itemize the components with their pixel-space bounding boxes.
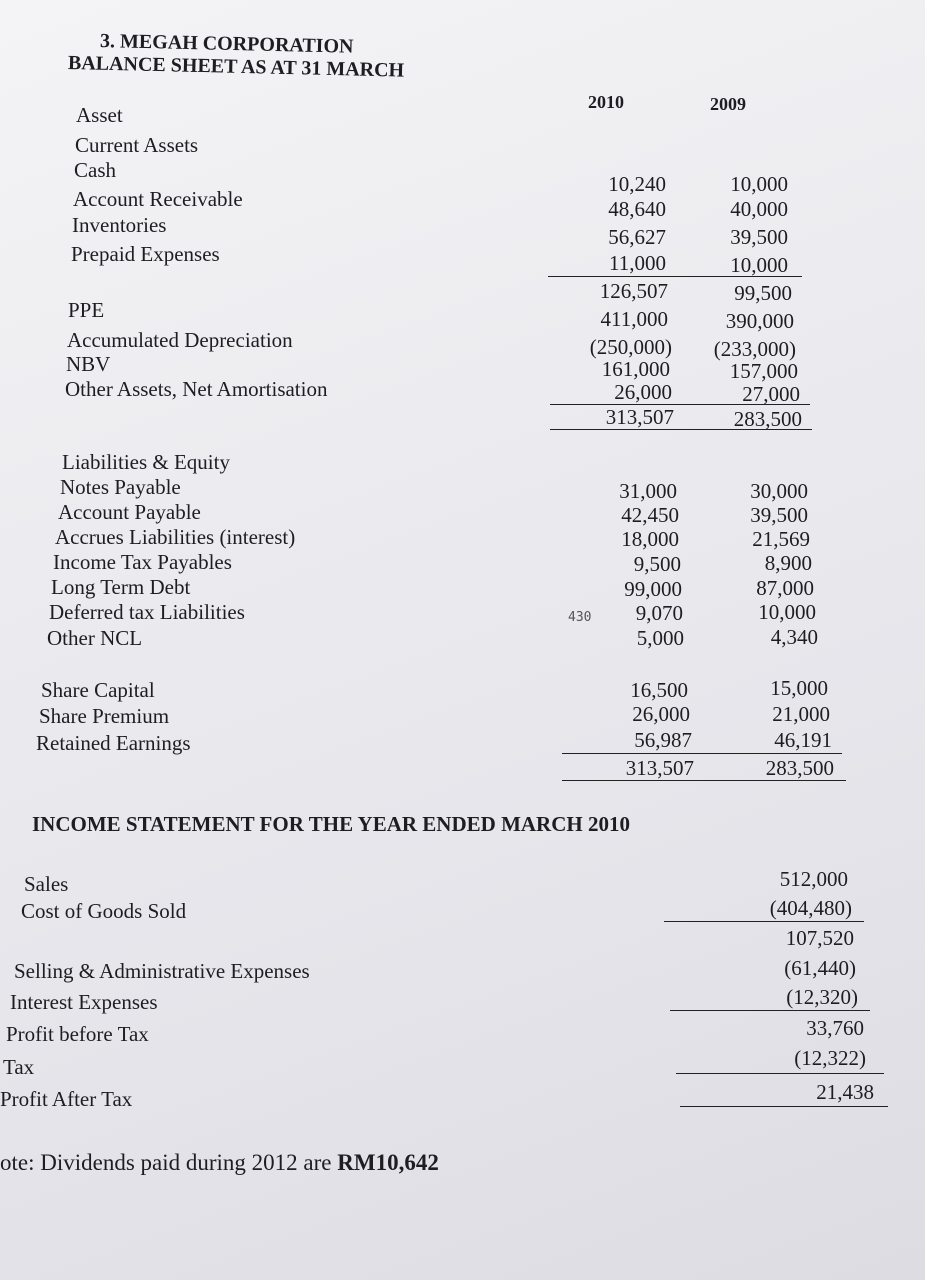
current-assets-label: Current Assets	[75, 133, 199, 157]
total-equity-2009: 283,500	[765, 756, 834, 780]
profit-before-tax-label: Profit before Tax	[6, 1022, 149, 1046]
company-title: 3. MEGAH CORPORATION	[99, 30, 354, 58]
cogs-label: Cost of Goods Sold	[21, 899, 187, 923]
income-statement-title: INCOME STATEMENT FOR THE YEAR ENDED MARCH 2010	[32, 812, 630, 836]
asset-label: Asset	[76, 103, 123, 127]
income-tax-payables-label: Income Tax Payables	[53, 550, 232, 574]
account-payable-label: Account Payable	[58, 500, 201, 524]
accrued-liabilities-label: Accrues Liabilities (interest)	[55, 525, 296, 549]
cash-label: Cash	[74, 158, 116, 182]
share-capital-label: Share Capital	[41, 678, 155, 702]
divider	[550, 429, 812, 430]
share-premium-label: Share Premium	[39, 704, 170, 728]
divider	[680, 1106, 888, 1107]
prepaid-expenses-label: Prepaid Expenses	[71, 242, 220, 266]
nbv-2010: 161,000	[601, 357, 670, 381]
nbv-2009: 157,000	[729, 359, 798, 383]
cash-2009: 10,000	[730, 172, 788, 196]
acc-dep-2009: (233,000)	[713, 337, 796, 361]
other-ncl-2010: 5,000	[636, 626, 684, 650]
year-header-2010: 2010	[588, 92, 624, 112]
cogs-value: (404,480)	[769, 896, 852, 920]
retained-earnings-label: Retained Earnings	[36, 731, 191, 755]
acc-dep-2010: (250,000)	[589, 335, 672, 359]
ltd-2010: 99,000	[624, 577, 682, 601]
other-assets-2010: 26,000	[614, 380, 672, 404]
balance-sheet-title: BALANCE SHEET AS AT 31 MARCH	[67, 52, 405, 82]
other-assets-2009: 27,000	[742, 382, 800, 406]
income-tax-2009: 8,900	[764, 551, 812, 575]
accumulated-depreciation-label: Accumulated Depreciation	[67, 328, 293, 352]
interest-expenses-label: Interest Expenses	[10, 990, 158, 1014]
total-equity-2010: 313,507	[625, 756, 694, 780]
accrued-2009: 21,569	[752, 527, 810, 551]
ppe-2010: 411,000	[600, 307, 668, 331]
share-premium-2009: 21,000	[772, 702, 830, 726]
notes-payable-2009: 30,000	[750, 479, 808, 503]
sga-value: (61,440)	[784, 956, 856, 980]
prepaid-2010: 11,000	[609, 251, 666, 275]
ppe-2009: 390,000	[725, 309, 794, 333]
ar-2010: 48,640	[608, 197, 666, 221]
current-total-2009: 99,500	[734, 281, 792, 305]
inventories-label: Inventories	[72, 213, 167, 237]
divider	[562, 753, 842, 754]
account-payable-2010: 42,450	[621, 503, 679, 527]
profit-after-tax-value: 21,438	[816, 1080, 874, 1104]
current-total-2010: 126,507	[599, 279, 668, 303]
divider	[548, 276, 802, 277]
profit-after-tax-label: Profit After Tax	[0, 1087, 133, 1111]
dividends-note	[0, 1150, 439, 1176]
other-ncl-2009: 4,340	[770, 625, 818, 649]
interest-expenses-value: (12,320)	[786, 985, 858, 1009]
tax-value: (12,322)	[794, 1046, 866, 1070]
liabilities-equity-label: Liabilities & Equity	[62, 450, 230, 474]
divider	[664, 921, 864, 922]
total-assets-2010: 313,507	[605, 405, 674, 429]
year-header-2009: 2009	[710, 94, 746, 114]
long-term-debt-label: Long Term Debt	[51, 575, 191, 599]
divider	[670, 1010, 870, 1011]
divider	[676, 1073, 884, 1074]
ppe-label: PPE	[68, 298, 105, 322]
other-ncl-label: Other NCL	[47, 626, 143, 650]
accrued-2010: 18,000	[621, 527, 679, 551]
prepaid-2009: 10,000	[730, 253, 788, 277]
account-payable-2009: 39,500	[750, 503, 808, 527]
sga-label: Selling & Administrative Expenses	[14, 959, 310, 983]
other-assets-label: Other Assets, Net Amortisation	[65, 377, 328, 401]
notes-payable-2010: 31,000	[619, 479, 677, 503]
dividends-amount: RM10,642	[337, 1150, 439, 1175]
deferred-tax-label: Deferred tax Liabilities	[49, 600, 245, 624]
share-capital-2009: 15,000	[770, 676, 828, 700]
total-assets-2009: 283,500	[733, 407, 802, 431]
notes-payable-label: Notes Payable	[60, 475, 181, 499]
sales-label: Sales	[24, 872, 69, 896]
divider	[562, 780, 846, 781]
sales-value: 512,000	[779, 867, 848, 891]
handwritten-note: 430	[568, 610, 592, 625]
ar-2009: 40,000	[730, 197, 788, 221]
profit-before-tax-value: 33,760	[806, 1016, 864, 1040]
deferred-tax-2009: 10,000	[758, 600, 816, 624]
nbv-label: NBV	[66, 352, 111, 376]
dividends-note-text: ote: Dividends paid during 2012 are	[0, 1150, 338, 1175]
gross-profit-value: 107,520	[785, 926, 854, 950]
retained-earnings-2009: 46,191	[774, 728, 832, 752]
share-capital-2010: 16,500	[630, 678, 688, 702]
deferred-tax-2010: 9,070	[635, 601, 683, 625]
inventories-2010: 56,627	[608, 225, 666, 249]
ltd-2009: 87,000	[756, 576, 814, 600]
retained-earnings-2010: 56,987	[634, 728, 692, 752]
cash-2010: 10,240	[608, 172, 666, 196]
account-receivable-label: Account Receivable	[73, 187, 243, 211]
inventories-2009: 39,500	[730, 225, 788, 249]
share-premium-2010: 26,000	[632, 702, 690, 726]
income-tax-2010: 9,500	[633, 552, 681, 576]
tax-label: Tax	[3, 1055, 35, 1079]
